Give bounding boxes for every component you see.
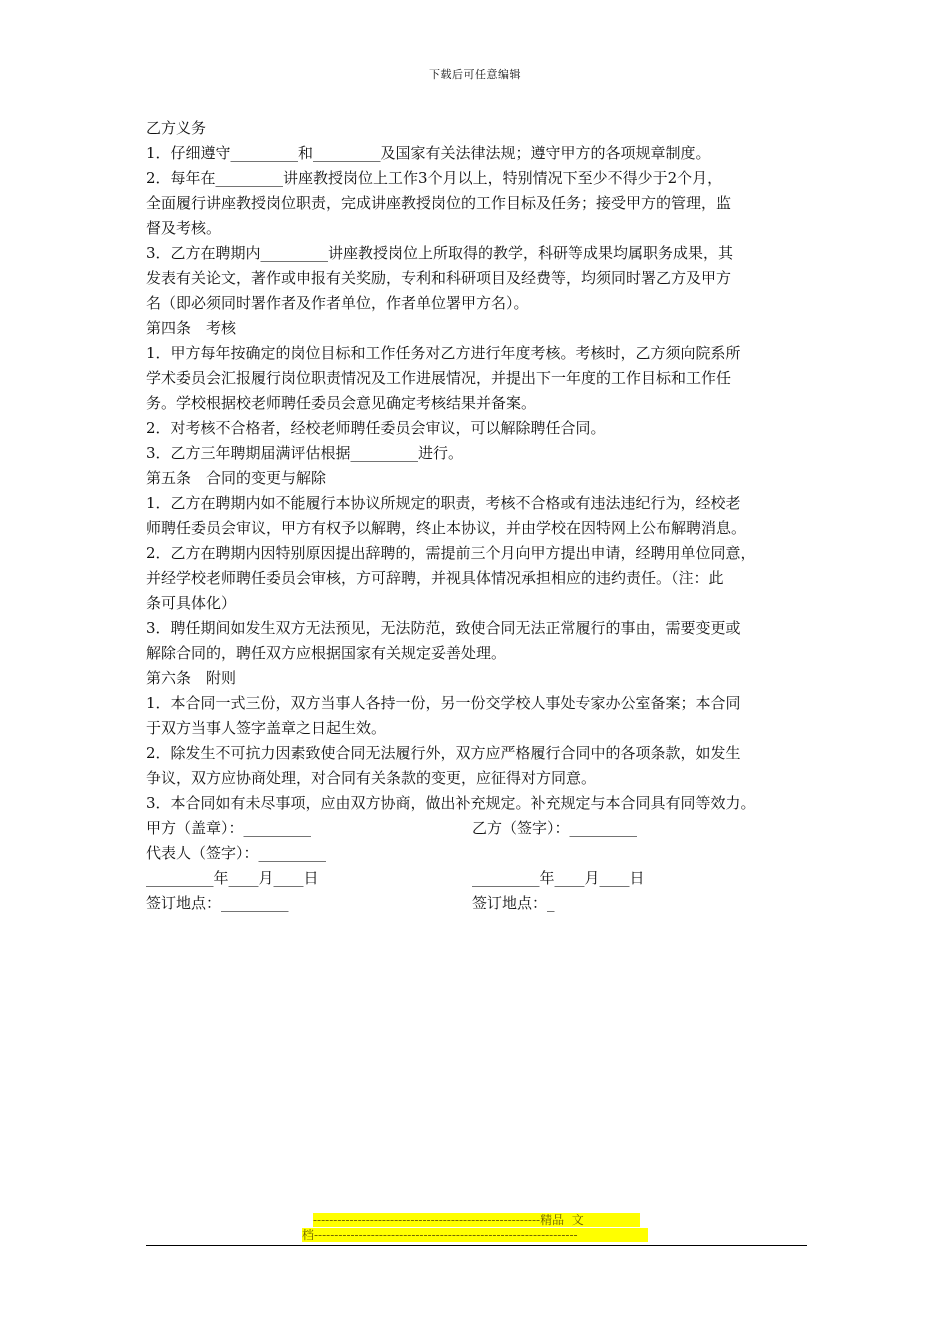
paragraph-line: 督及考核。 — [146, 219, 222, 237]
paragraph-line: 于双方当事人签字盖章之日起生效。 — [146, 719, 387, 737]
section-heading: 第六条 附则 — [146, 669, 237, 687]
paragraph-line: 3．本合同如有未尽事项，应由双方协商，做出补充规定。补充规定与本合同具有同等效力。 — [146, 794, 756, 812]
paragraph-line: 2．每年在_________讲座教授岗位上工作3个月以上，特别情况下至少不得少于2个月， — [146, 169, 723, 187]
footer-rule — [146, 1245, 807, 1246]
section-heading: 第四条 考核 — [146, 319, 237, 337]
paragraph-line: 1．本合同一式三份，双方当事人各持一份，另一份交学校人事处专家办公室备案；本合同 — [146, 694, 741, 712]
date-right-field: _________年____月____日 — [472, 869, 645, 887]
paragraph-line: 2．乙方在聘期内因特别原因提出辞聘的，需提前三个月向甲方提出申请，经聘用单位同意， — [146, 544, 756, 562]
paragraph-line: 名（即必须同时署作者及作者单位，作者单位署甲方名）。 — [146, 294, 529, 312]
paragraph-line: 务。学校根据校老师聘任委员会意见确定考核结果并备案。 — [146, 394, 537, 412]
signature-row — [146, 841, 818, 866]
footer-watermark-line2: 档----------------------------------------------------------------- — [302, 1228, 648, 1242]
contract-body — [146, 116, 818, 916]
paragraph-line: 解除合同的，聘任双方应根据国家有关规定妥善处理。 — [146, 644, 507, 662]
footer-watermark-line1: --------------------------------------------------------精品 文 — [313, 1213, 640, 1227]
section-heading: 乙方义务 — [146, 119, 207, 137]
party-a-seal-field: 甲方（盖章）：_________ — [146, 819, 312, 837]
paragraph-line: 2．对考核不合格者，经校老师聘任委员会审议，可以解除聘任合同。 — [146, 419, 606, 437]
place-right-field: 签订地点：_ — [472, 894, 555, 912]
paragraph-line: 3．乙方三年聘期届满评估根据_________进行。 — [146, 444, 464, 462]
date-left-field: _________年____月____日 — [146, 869, 319, 887]
paragraph-line: 条可具体化） — [146, 594, 237, 612]
date-row — [146, 866, 818, 891]
paragraph-line: 1．乙方在聘期内如不能履行本协议所规定的职责，考核不合格或有违法违纪行为，经校老 — [146, 494, 741, 512]
place-left-field: 签订地点：_________ — [146, 894, 289, 912]
paragraph-line: 师聘任委员会审议，甲方有权予以解聘，终止本协议，并由学校在因特网上公布解聘消息。 — [146, 519, 747, 537]
paragraph-line: 3．乙方在聘期内_________讲座教授岗位上所取得的教学，科研等成果均属职务成果，其 — [146, 244, 734, 262]
place-row — [146, 891, 818, 916]
paragraph-line: 3．聘任期间如发生双方无法预见，无法防范，致使合同无法正常履行的事由，需要变更或 — [146, 619, 741, 637]
party-b-sign-field: 乙方（签字）：_________ — [472, 819, 638, 837]
paragraph-line: 2．除发生不可抗力因素致使合同无法履行外，双方应严格履行合同中的各项条款，如发生 — [146, 744, 741, 762]
paragraph-line: 1．仔细遵守_________和_________及国家有关法律法规；遵守甲方的各项规章制度。 — [146, 144, 711, 162]
paragraph-line: 1．甲方每年按确定的岗位目标和工作任务对乙方进行年度考核。考核时，乙方须向院系所 — [146, 344, 741, 362]
paragraph-line: 全面履行讲座教授岗位职责，完成讲座教授岗位的工作目标及任务；接受甲方的管理，监 — [146, 194, 732, 212]
paragraph-line: 争议，双方应协商处理，对合同有关条款的变更，应征得对方同意。 — [146, 769, 597, 787]
signature-row — [146, 816, 818, 841]
paragraph-line: 并经学校老师聘任委员会审核，方可辞聘，并视具体情况承担相应的违约责任。（注：此 — [146, 569, 724, 587]
paragraph-line: 学术委员会汇报履行岗位职责情况及工作进展情况，并提出下一年度的工作目标和工作任 — [146, 369, 732, 387]
section-heading: 第五条 合同的变更与解除 — [146, 469, 327, 487]
paragraph-line: 发表有关论文，著作或申报有关奖励，专利和科研项目及经费等，均须同时署乙方及甲方 — [146, 269, 732, 287]
representative-sign-field: 代表人（签字）：_________ — [146, 844, 327, 862]
page-header: 下载后可任意编辑 — [429, 68, 521, 81]
